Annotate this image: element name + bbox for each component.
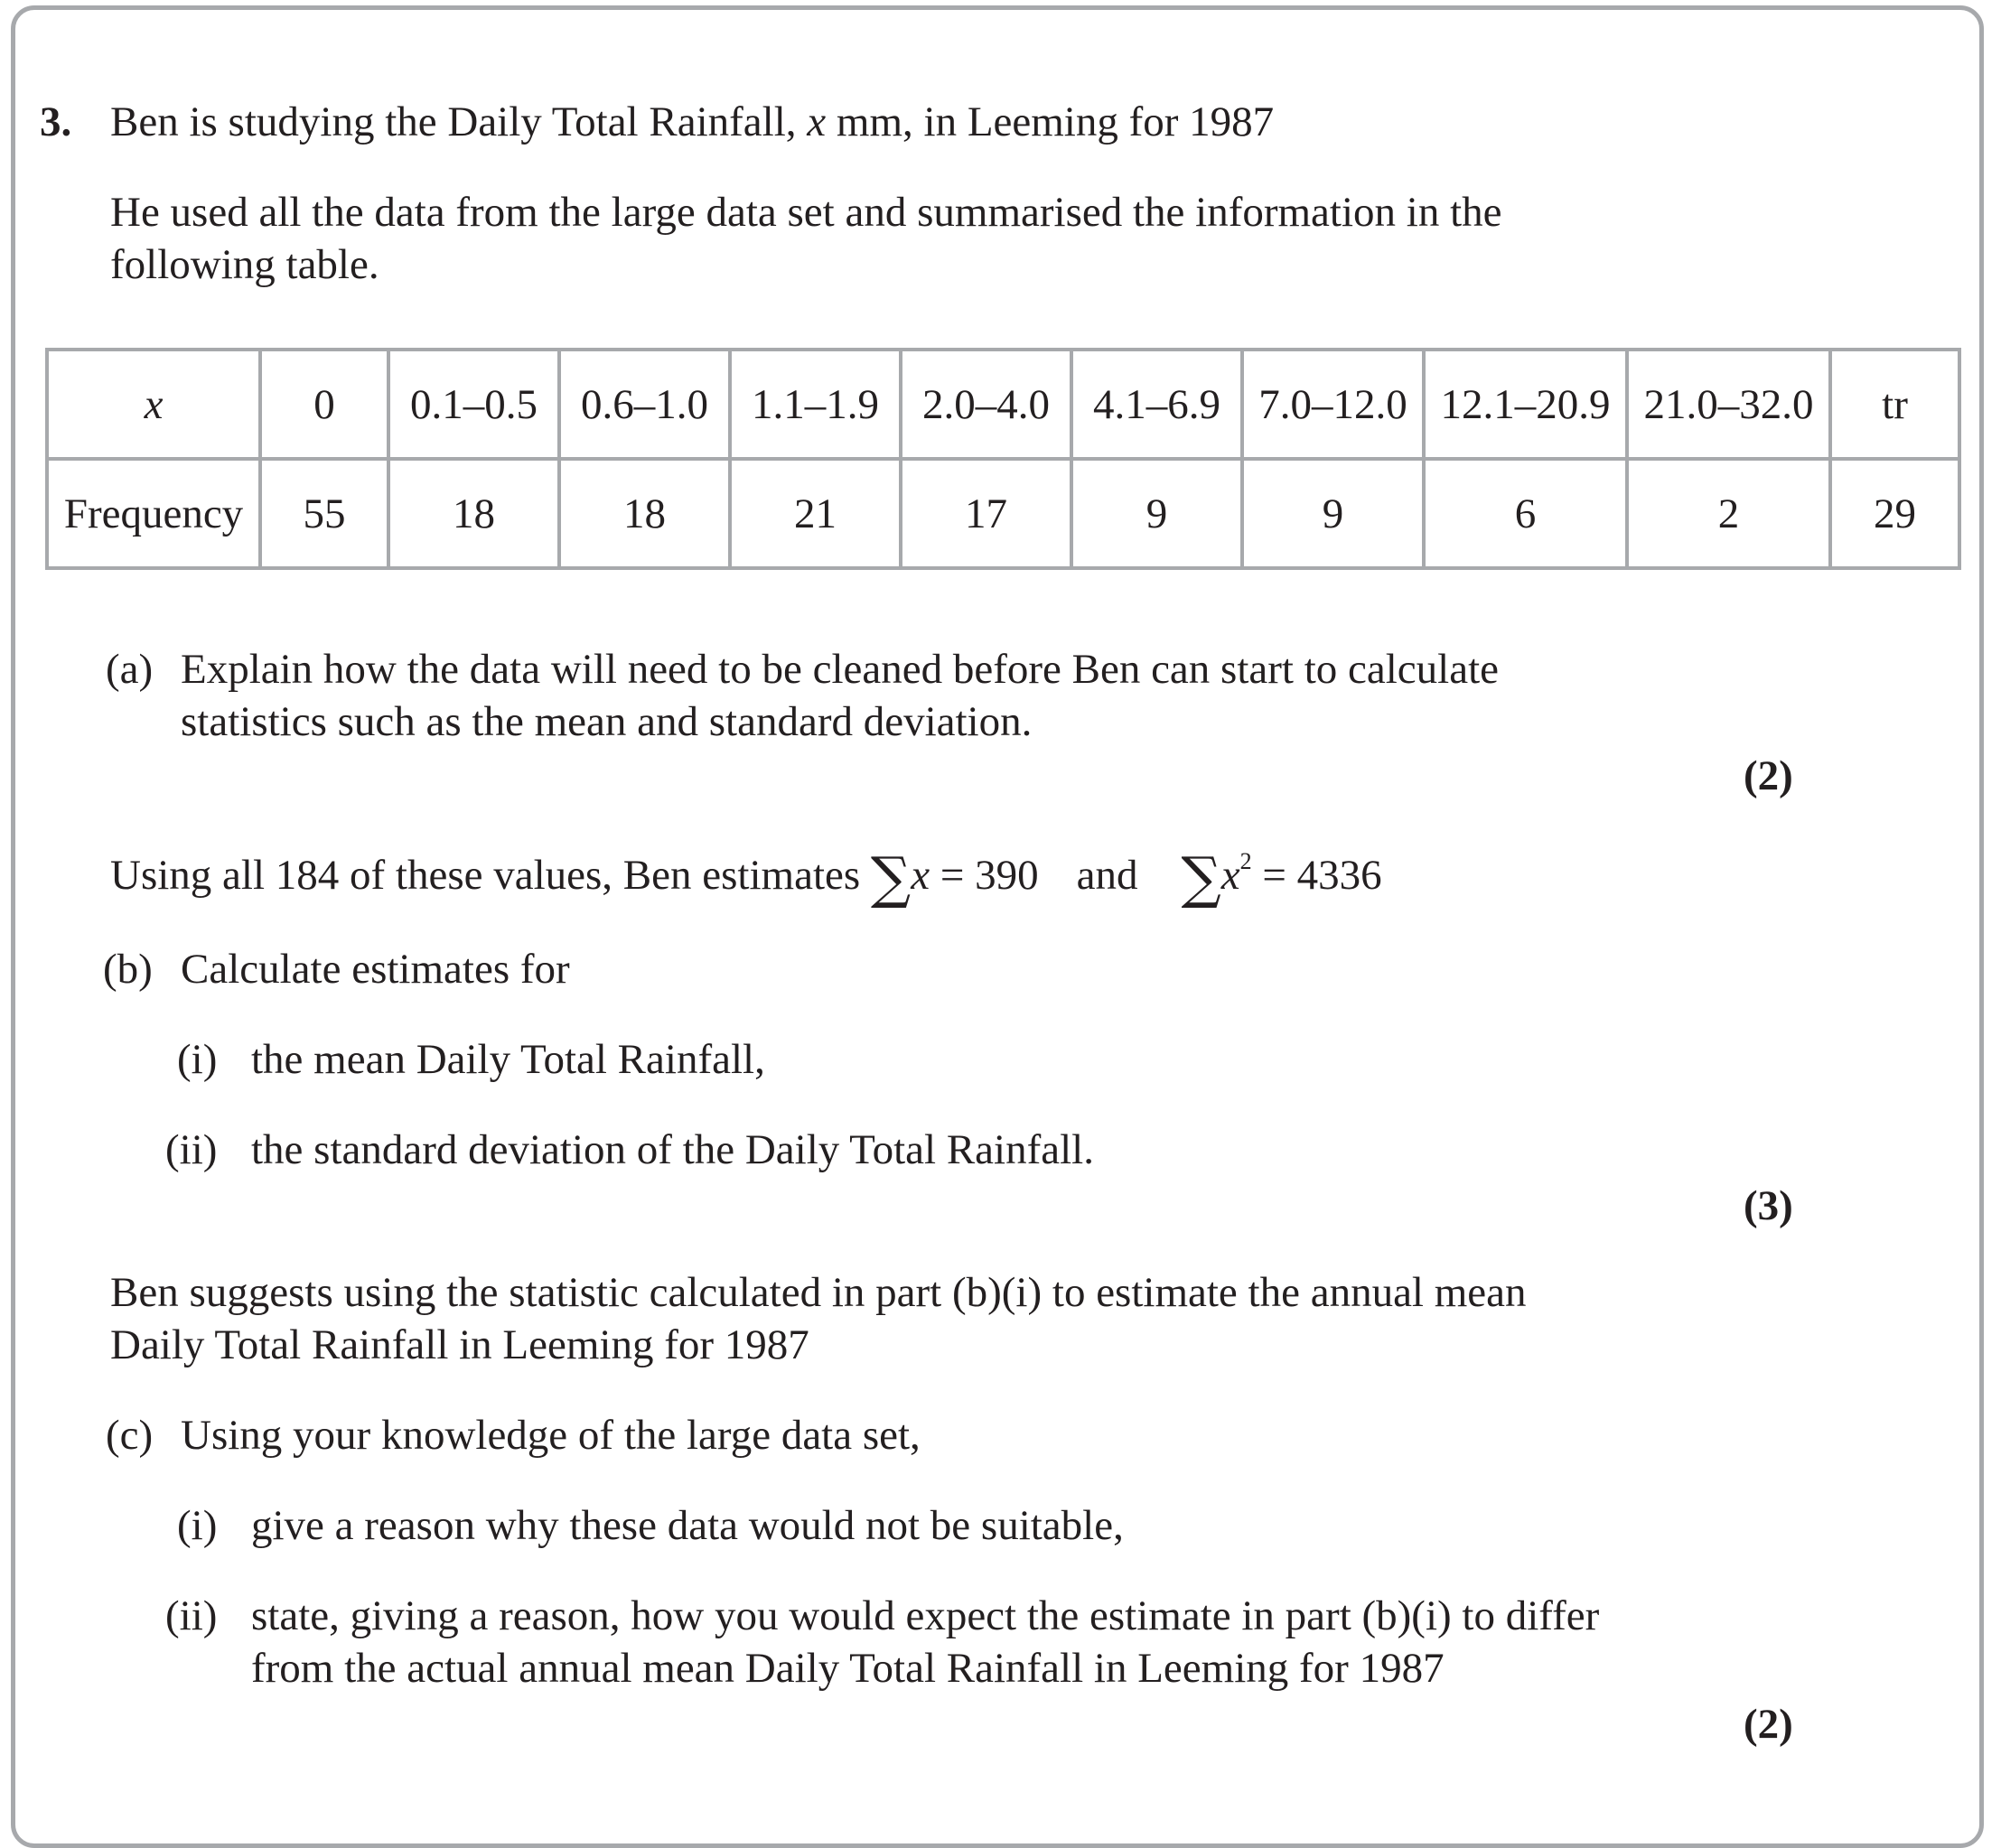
question-line-3: following table. xyxy=(110,241,379,288)
estimates-text: Using all 184 of these values, Ben estimates xyxy=(110,852,871,899)
frequency-cell: 9 xyxy=(1242,459,1424,568)
part-b-text: Calculate estimates for xyxy=(181,946,570,993)
part-b-ii-label: (ii) xyxy=(165,1126,218,1173)
square-exponent: 2 xyxy=(1239,848,1252,874)
part-b-i-text: the mean Daily Total Rainfall, xyxy=(251,1036,765,1083)
sigma-symbol: ∑ xyxy=(870,845,912,910)
header-cell: 7.0–12.0 xyxy=(1242,350,1424,459)
sum-x2-variable: x xyxy=(1220,852,1240,899)
sigma-symbol: ∑ xyxy=(1181,845,1221,910)
header-cell: 4.1–6.9 xyxy=(1071,350,1242,459)
frequency-cell: 18 xyxy=(559,459,730,568)
part-c-ii-line-2: from the actual annual mean Daily Total Rainfall in Leeming for 1987 xyxy=(251,1645,1445,1692)
part-c-i-text: give a reason why these data would not be suitable, xyxy=(251,1502,1124,1549)
part-c-label: (c) xyxy=(106,1412,154,1459)
part-c-text: Using your knowledge of the large data set, xyxy=(181,1412,921,1459)
part-c-ii-label: (ii) xyxy=(165,1592,218,1639)
header-cell: 1.1–1.9 xyxy=(730,350,901,459)
sum-x-variable: x xyxy=(911,852,930,899)
question-line-2: He used all the data from the large data set and summarised the information in the xyxy=(110,189,1502,236)
part-c-ii-line-1: state, giving a reason, how you would expect the estimate in part (b)(i) to differ xyxy=(251,1592,1600,1639)
part-a-label: (a) xyxy=(106,646,154,693)
table-frequency-row xyxy=(47,459,1959,568)
header-cell: 21.0–32.0 xyxy=(1627,350,1830,459)
part-a-line-2: statistics such as the mean and standard deviation. xyxy=(181,698,1033,745)
header-cell: 12.1–20.9 xyxy=(1424,350,1627,459)
header-label: x xyxy=(47,350,260,459)
frequency-cell: 55 xyxy=(260,459,388,568)
part-b-i-label: (i) xyxy=(177,1036,218,1083)
row-label: Frequency xyxy=(47,459,260,568)
sum-x2-value: = 4336 xyxy=(1251,852,1382,899)
intro-variable: x xyxy=(807,98,827,145)
frequency-cell: 29 xyxy=(1830,459,1959,568)
frequency-cell: 2 xyxy=(1627,459,1830,568)
sum-x-value: = 390 xyxy=(930,852,1039,899)
intro-pre: Ben is studying the Daily Total Rainfall, xyxy=(110,98,808,145)
frequency-cell: 21 xyxy=(730,459,901,568)
estimates-line xyxy=(110,835,1382,910)
frequency-cell: 9 xyxy=(1071,459,1242,568)
part-c-i-label: (i) xyxy=(177,1502,218,1549)
frequency-cell: 6 xyxy=(1424,459,1627,568)
header-cell: 0 xyxy=(260,350,388,459)
frequency-cell: 17 xyxy=(901,459,1071,568)
question-intro xyxy=(110,96,1274,148)
and-word: and xyxy=(1076,852,1138,899)
part-c-marks: (2) xyxy=(1744,1701,1793,1748)
part-a-line-1: Explain how the data will need to be cleaned before Ben can start to calculate xyxy=(181,646,1499,693)
header-cell: 0.6–1.0 xyxy=(559,350,730,459)
table-header-row xyxy=(47,350,1959,459)
part-b-label: (b) xyxy=(103,946,153,993)
header-cell: 0.1–0.5 xyxy=(388,350,559,459)
suggestion-line-2: Daily Total Rainfall in Leeming for 1987 xyxy=(110,1321,809,1368)
question-number: 3. xyxy=(40,98,72,145)
part-b-marks: (3) xyxy=(1744,1182,1793,1229)
part-b-ii-text: the standard deviation of the Daily Total Rainfall. xyxy=(251,1126,1094,1173)
intro-post: mm, in Leeming for 1987 xyxy=(826,98,1275,145)
suggestion-line-1: Ben suggests using the statistic calculated in part (b)(i) to estimate the annual mean xyxy=(110,1269,1527,1316)
frequency-cell: 18 xyxy=(388,459,559,568)
part-a-marks: (2) xyxy=(1744,752,1793,799)
frequency-table xyxy=(45,348,1961,570)
header-cell: 2.0–4.0 xyxy=(901,350,1071,459)
header-cell: tr xyxy=(1830,350,1959,459)
